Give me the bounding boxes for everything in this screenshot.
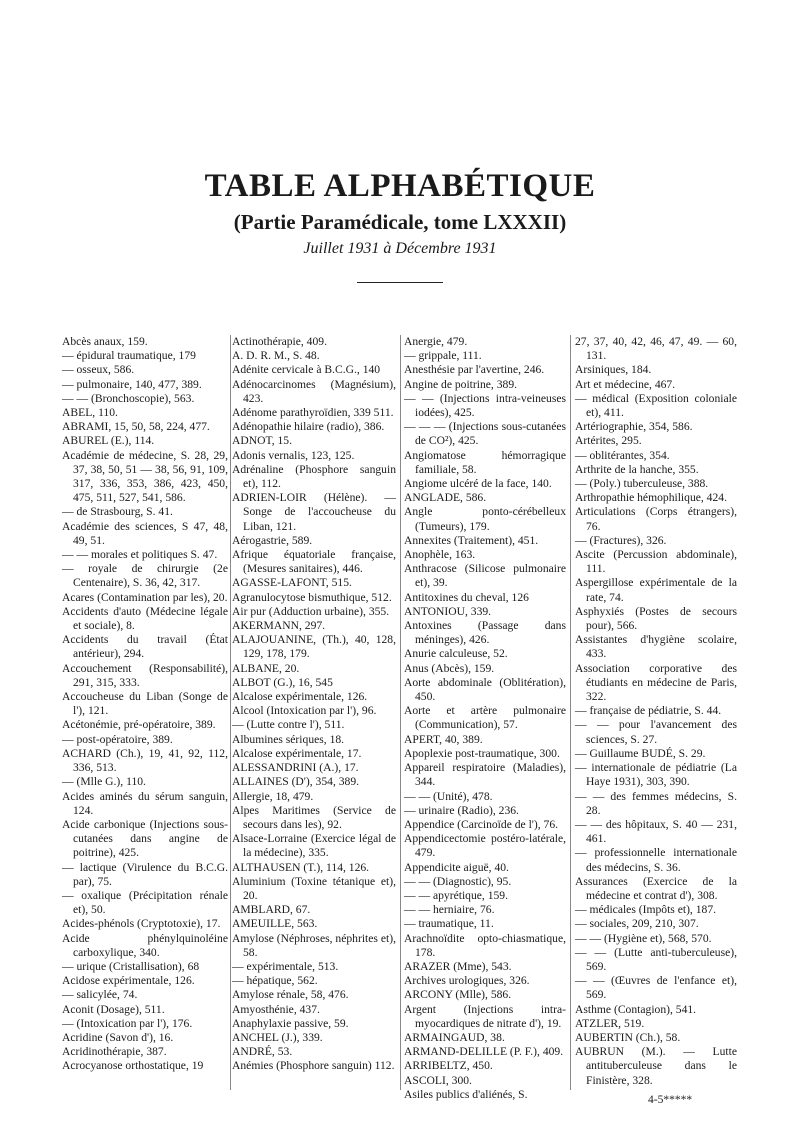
index-entry: — — (Lutte anti-tuberculeuse), 569. bbox=[575, 945, 737, 973]
index-entry: — — (Unité), 478. bbox=[404, 789, 493, 803]
index-entry: — — morales et politiques S. 47. bbox=[62, 548, 218, 562]
index-entry: Amyosthénie, 437. bbox=[232, 1002, 320, 1016]
index-entry: Acidose expérimentale, 126. bbox=[62, 974, 195, 988]
index-entry: ACHARD (Ch.), 19, 41, 92, 112, 336, 513. bbox=[62, 746, 228, 775]
index-entry: Acides-phénols (Cryptotoxie), 17. bbox=[62, 917, 221, 931]
index-entry: Arthrite de la hanche, 355. bbox=[575, 462, 699, 476]
index-entry: Accoucheuse du Liban (Songe de l'), 121. bbox=[62, 690, 228, 718]
index-entry: Accidents du travail (État antérieur), 294. bbox=[62, 633, 228, 661]
index-entry: — — (Bronchoscopie), 563. bbox=[62, 391, 195, 405]
index-entry: ARAZER (Mme), 543. bbox=[404, 959, 512, 973]
index-entry: APERT, 40, 389. bbox=[404, 732, 483, 746]
index-column-2 bbox=[232, 335, 396, 1074]
index-entry: — — (Diagnostic), 95. bbox=[404, 874, 512, 888]
index-entry: ALESSANDRINI (A.), 17. bbox=[232, 761, 359, 775]
index-entry: — — des hôpitaux, S. 40 — 231, 461. bbox=[575, 817, 737, 846]
index-column-1 bbox=[62, 335, 228, 1074]
page-subtitle: (Partie Paramédicale, tome LXXXII) bbox=[233, 210, 567, 234]
index-entry: — expérimentale, 513. bbox=[232, 959, 339, 973]
index-entry: — (Intoxication par l'), 176. bbox=[62, 1016, 193, 1030]
index-entry: Appendicectomie postéro-latérale, 479. bbox=[404, 832, 566, 860]
index-entry: Aorte et artère pulmonaire (Communication), 57. bbox=[404, 704, 566, 732]
index-entry: — — herniaire, 76. bbox=[404, 903, 495, 917]
index-entry: — osseux, 586. bbox=[62, 363, 135, 377]
index-entry: Acridinothérapie, 387. bbox=[62, 1045, 167, 1059]
index-entry: Anergie, 479. bbox=[404, 335, 468, 348]
index-entry: Adénome parathyroïdien, 339 511. bbox=[232, 406, 394, 420]
index-entry: Anus (Abcès), 159. bbox=[404, 661, 495, 675]
index-entry: Asthme (Contagion), 541. bbox=[575, 1002, 697, 1016]
index-entry: 27, 37, 40, 42, 46, 47, 49. — 60, 131. bbox=[575, 335, 737, 363]
index-entry: Antoxines (Passage dans méninges), 426. bbox=[404, 619, 566, 647]
index-entry: — urinaire (Radio), 236. bbox=[404, 803, 519, 817]
index-entry: ALLAINES (D'), 354, 389. bbox=[232, 775, 360, 789]
index-entry: Angiomatose hémorragique familiale, 58. bbox=[404, 448, 566, 476]
index-entry: Accouchement (Responsabilité), 291, 315, 333. bbox=[62, 661, 228, 689]
index-entry: ARMAINGAUD, 38. bbox=[404, 1030, 505, 1044]
index-entry: ANCHEL (J.), 339. bbox=[232, 1030, 323, 1044]
index-entry: — (Fractures), 326. bbox=[575, 533, 667, 547]
index-entry: — traumatique, 11. bbox=[404, 917, 494, 931]
index-entry: — — des femmes médecins, S. 28. bbox=[575, 789, 737, 817]
index-entry: Artériographie, 354, 586. bbox=[575, 420, 693, 434]
index-entry: Anthracose (Silicose pulmonaire et), 39. bbox=[404, 562, 566, 590]
index-entry: — — — (Injections sous-cutanées de CO²), 425. bbox=[404, 420, 566, 448]
index-entry: Agranulocytose bismuthique, 512. bbox=[232, 590, 392, 604]
index-entry: — française de pédiatrie, S. 44. bbox=[575, 704, 722, 718]
index-entry: Abcès anaux, 159. bbox=[62, 335, 148, 348]
index-entry: — Guillaume BUDÉ, S. 29. bbox=[575, 746, 706, 760]
column-divider bbox=[570, 335, 571, 1090]
index-entry: ABEL, 110. bbox=[62, 406, 118, 420]
index-entry: Alpes Maritimes (Service de secours dans les), 92. bbox=[232, 803, 396, 831]
index-entry: — oxalique (Précipitation rénale et), 50. bbox=[62, 888, 228, 917]
index-entry: Anémies (Phosphore sanguin) 112. bbox=[232, 1059, 395, 1073]
index-entry: — médical (Exposition coloniale et), 411. bbox=[575, 391, 737, 420]
page-title: TABLE ALPHABÉTIQUE bbox=[204, 168, 596, 204]
index-entry: ARRIBELTZ, 450. bbox=[404, 1059, 493, 1073]
index-entry: Anesthésie par l'avertine, 246. bbox=[404, 363, 545, 377]
index-entry: ASCOLI, 300. bbox=[404, 1073, 472, 1087]
index-entry: Archives urologiques, 326. bbox=[404, 974, 530, 988]
index-entry: Appendicite aiguë, 40. bbox=[404, 860, 509, 874]
index-entry: Antitoxines du cheval, 126 bbox=[404, 590, 529, 604]
index-entry: Adénopathie hilaire (radio), 386. bbox=[232, 420, 385, 434]
index-entry: — salicylée, 74. bbox=[62, 988, 138, 1002]
index-entry: — professionnelle internationale des médecins, S. 36. bbox=[575, 846, 737, 874]
index-entry: Amylose (Néphroses, néphrites et), 58. bbox=[232, 931, 396, 959]
index-entry: ARMAND-DELILLE (P. F.), 409. bbox=[404, 1045, 564, 1059]
index-entry: — internationale de pédiatrie (La Haye 1931), 303, 390. bbox=[575, 761, 737, 789]
index-entry: Asiles publics d'aliénés, S. bbox=[404, 1087, 528, 1101]
index-entry: ATZLER, 519. bbox=[575, 1016, 645, 1030]
index-entry: Acide phénylquinoléine carboxylique, 340. bbox=[62, 931, 228, 959]
index-entry: Arsiniques, 184. bbox=[575, 363, 652, 377]
index-entry: — — apyrétique, 159. bbox=[404, 888, 508, 902]
index-entry: Académie des sciences, S 47, 48, 49, 51. bbox=[62, 519, 228, 547]
index-entry: Alcalose expérimentale, 17. bbox=[232, 746, 362, 760]
index-entry: Apoplexie post-traumatique, 300. bbox=[404, 746, 560, 760]
index-entry: ALAJOUANINE, (Th.), 40, 128, 129, 178, 179. bbox=[232, 633, 396, 661]
index-entry: — — pour l'avancement des sciences, S. 27. bbox=[575, 718, 737, 746]
index-entry: Anaphylaxie passive, 59. bbox=[232, 1016, 349, 1030]
index-entry: Académie de médecine, S. 28, 29, 37, 38, 50, 51 — 38, 56, 91, 109, 317, 336, 353, 386, 423, 450, 475, 511, 527, 541, 586. bbox=[62, 448, 228, 505]
index-entry: ADRIEN-LOIR (Hélène). — Songe de l'accoucheuse du Liban, 121. bbox=[232, 491, 396, 533]
index-entry: Angiome ulcéré de la face, 140. bbox=[404, 477, 552, 491]
index-entry: AUBERTIN (Ch.), 58. bbox=[575, 1030, 681, 1044]
index-entry: Alcool (Intoxication par l'), 96. bbox=[232, 704, 377, 718]
index-entry: ANGLADE, 586. bbox=[404, 491, 487, 505]
index-entry: Anurie calculeuse, 52. bbox=[404, 647, 508, 661]
column-divider bbox=[400, 335, 401, 1090]
index-entry: Adonis vernalis, 123, 125. bbox=[232, 448, 355, 462]
index-entry: Argent (Injections intra-myocardiques de nitrate d'), 19. bbox=[404, 1002, 566, 1030]
index-entry: ABUREL (E.), 114. bbox=[62, 434, 155, 448]
index-entry: — (Lutte contre l'), 511. bbox=[232, 718, 345, 732]
index-entry: ARCONY (Mlle), 586. bbox=[404, 988, 512, 1002]
index-entry: Assurances (Exercice de la médecine et contrat d'), 308. bbox=[575, 874, 737, 902]
index-column-4 bbox=[575, 335, 737, 1088]
index-entry: Adénocarcinomes (Magnésium), 423. bbox=[232, 377, 396, 405]
index-entry: Acrocyanose orthostatique, 19 bbox=[62, 1059, 204, 1073]
index-entry: Anophèle, 163. bbox=[404, 548, 476, 562]
index-entry: Albumines sériques, 18. bbox=[232, 732, 345, 746]
index-entry: — royale de chirurgie (2e Centenaire), S. 36, 42, 317. bbox=[62, 562, 228, 590]
index-entry: Assistantes d'hygiène scolaire, 433. bbox=[575, 633, 737, 661]
index-entry: Annexites (Traitement), 451. bbox=[404, 533, 539, 547]
index-entry: Acétonémie, pré-opératoire, 389. bbox=[62, 718, 216, 732]
index-entry: Art et médecine, 467. bbox=[575, 377, 676, 391]
index-entry: Afrique équatoriale française, (Mesures sanitaires), 446. bbox=[232, 548, 396, 576]
index-entry: Angine de poitrine, 389. bbox=[404, 377, 518, 391]
index-entry: A. D. R. M., S. 48. bbox=[232, 349, 320, 363]
page-dateline: Juillet 1931 à Décembre 1931 bbox=[303, 240, 497, 257]
index-entry: Acares (Contamination par les), 20. bbox=[62, 590, 228, 604]
index-entry: ABRAMI, 15, 50, 58, 224, 477. bbox=[62, 420, 210, 434]
index-entry: Aorte abdominale (Oblitération), 450. bbox=[404, 675, 566, 704]
index-entry: — urique (Cristallisation), 68 bbox=[62, 959, 200, 973]
index-entry: — post-opératoire, 389. bbox=[62, 732, 173, 746]
index-entry: ALBOT (G.), 16, 545 bbox=[232, 675, 333, 689]
index-entry: Ascite (Percussion abdominale), 111. bbox=[575, 548, 737, 576]
index-entry: — épidural traumatique, 179 bbox=[62, 349, 196, 363]
index-entry: Actinothérapie, 409. bbox=[232, 335, 327, 348]
index-column-3 bbox=[404, 335, 566, 1102]
index-entry: Aconit (Dosage), 511. bbox=[62, 1002, 165, 1016]
index-entry: AGASSE-LAFONT, 515. bbox=[232, 576, 352, 590]
index-entry: Adénite cervicale à B.C.G., 140 bbox=[232, 363, 381, 377]
index-entry: Appendice (Carcinoïde de l'), 76. bbox=[404, 817, 559, 831]
index-entry: Air pur (Adduction urbaine), 355. bbox=[232, 604, 390, 618]
index-entry: Articulations (Corps étrangers), 76. bbox=[575, 505, 737, 533]
index-entry: — médicales (Impôts et), 187. bbox=[575, 903, 717, 917]
index-entry: Amylose rénale, 58, 476. bbox=[232, 988, 349, 1002]
index-entry: AMBLARD, 67. bbox=[232, 903, 311, 917]
index-entry: Artérites, 295. bbox=[575, 434, 642, 448]
printer-signature: 4-5***** bbox=[648, 1094, 693, 1106]
index-entry: — (Mlle G.), 110. bbox=[62, 775, 146, 789]
index-entry: Association corporative des étudiants en médecine de Paris, 322. bbox=[575, 661, 737, 704]
index-entry: ANTONIOU, 339. bbox=[404, 604, 492, 618]
index-entry: Alsace-Lorraine (Exercice légal de la médecine), 335. bbox=[232, 832, 396, 860]
index-entry: ADNOT, 15. bbox=[232, 434, 293, 448]
index-entry: ALTHAUSEN (T.), 114, 126. bbox=[232, 860, 370, 874]
index-entry: Allergie, 18, 479. bbox=[232, 789, 314, 803]
title-rule bbox=[357, 282, 443, 283]
index-entry: — — (Injections intra-veineuses iodées), 425. bbox=[404, 391, 566, 420]
index-entry: — grippale, 111. bbox=[404, 349, 482, 363]
index-entry: — (Poly.) tuberculeuse, 388. bbox=[575, 477, 709, 491]
index-entry: — sociales, 209, 210, 307. bbox=[575, 917, 699, 931]
index-entry: AUBRUN (M.). — Lutte antituberculeuse dans le Finistère, 328. bbox=[575, 1045, 737, 1087]
column-divider bbox=[230, 335, 231, 1090]
index-entry: ANDRÉ, 53. bbox=[232, 1045, 293, 1059]
index-entry: — hépatique, 562. bbox=[232, 974, 318, 988]
index-entry: — de Strasbourg, S. 41. bbox=[62, 505, 173, 519]
index-entry: Aspergillose expérimentale de la rate, 74. bbox=[575, 576, 737, 604]
index-entry: — oblitérantes, 354. bbox=[575, 448, 670, 462]
index-entry: Accidents d'auto (Médecine légale et sociale), 8. bbox=[62, 604, 228, 633]
index-entry: Aérogastrie, 589. bbox=[232, 533, 313, 547]
index-entry: Adrénaline (Phosphore sanguin et), 112. bbox=[232, 462, 396, 491]
index-entry: Appareil respiratoire (Maladies), 344. bbox=[404, 761, 566, 789]
index-entry: Aluminium (Toxine tétanique et), 20. bbox=[232, 874, 396, 902]
index-entry: AKERMANN, 297. bbox=[232, 619, 326, 633]
index-entry: AMEUILLE, 563. bbox=[232, 917, 318, 931]
index-entry: — — (Œuvres de l'enfance et), 569. bbox=[575, 974, 737, 1002]
index-entry: Angle ponto-cérébelleux (Tumeurs), 179. bbox=[404, 505, 566, 533]
index-entry: ALBANE, 20. bbox=[232, 661, 300, 675]
index-entry: Acridine (Savon d'), 16. bbox=[62, 1030, 174, 1044]
index-entry: Arthropathie hémophilique, 424. bbox=[575, 491, 727, 505]
index-entry: Acide carbonique (Injections sous-cutanées dans angine de poitrine), 425. bbox=[62, 817, 228, 860]
index-entry: Alcalose expérimentale, 126. bbox=[232, 690, 368, 704]
index-entry: — lactique (Virulence du B.C.G. par), 75. bbox=[62, 860, 228, 888]
index-entry: — — (Hygiène et), 568, 570. bbox=[575, 931, 712, 945]
index-entry: — pulmonaire, 140, 477, 389. bbox=[62, 377, 202, 391]
index-entry: Asphyxiés (Postes de secours pour), 566. bbox=[575, 604, 737, 633]
index-entry: Arachnoïdite opto-chiasmatique, 178. bbox=[404, 931, 566, 959]
index-entry: Acides aminés du sérum sanguin, 124. bbox=[62, 789, 228, 817]
